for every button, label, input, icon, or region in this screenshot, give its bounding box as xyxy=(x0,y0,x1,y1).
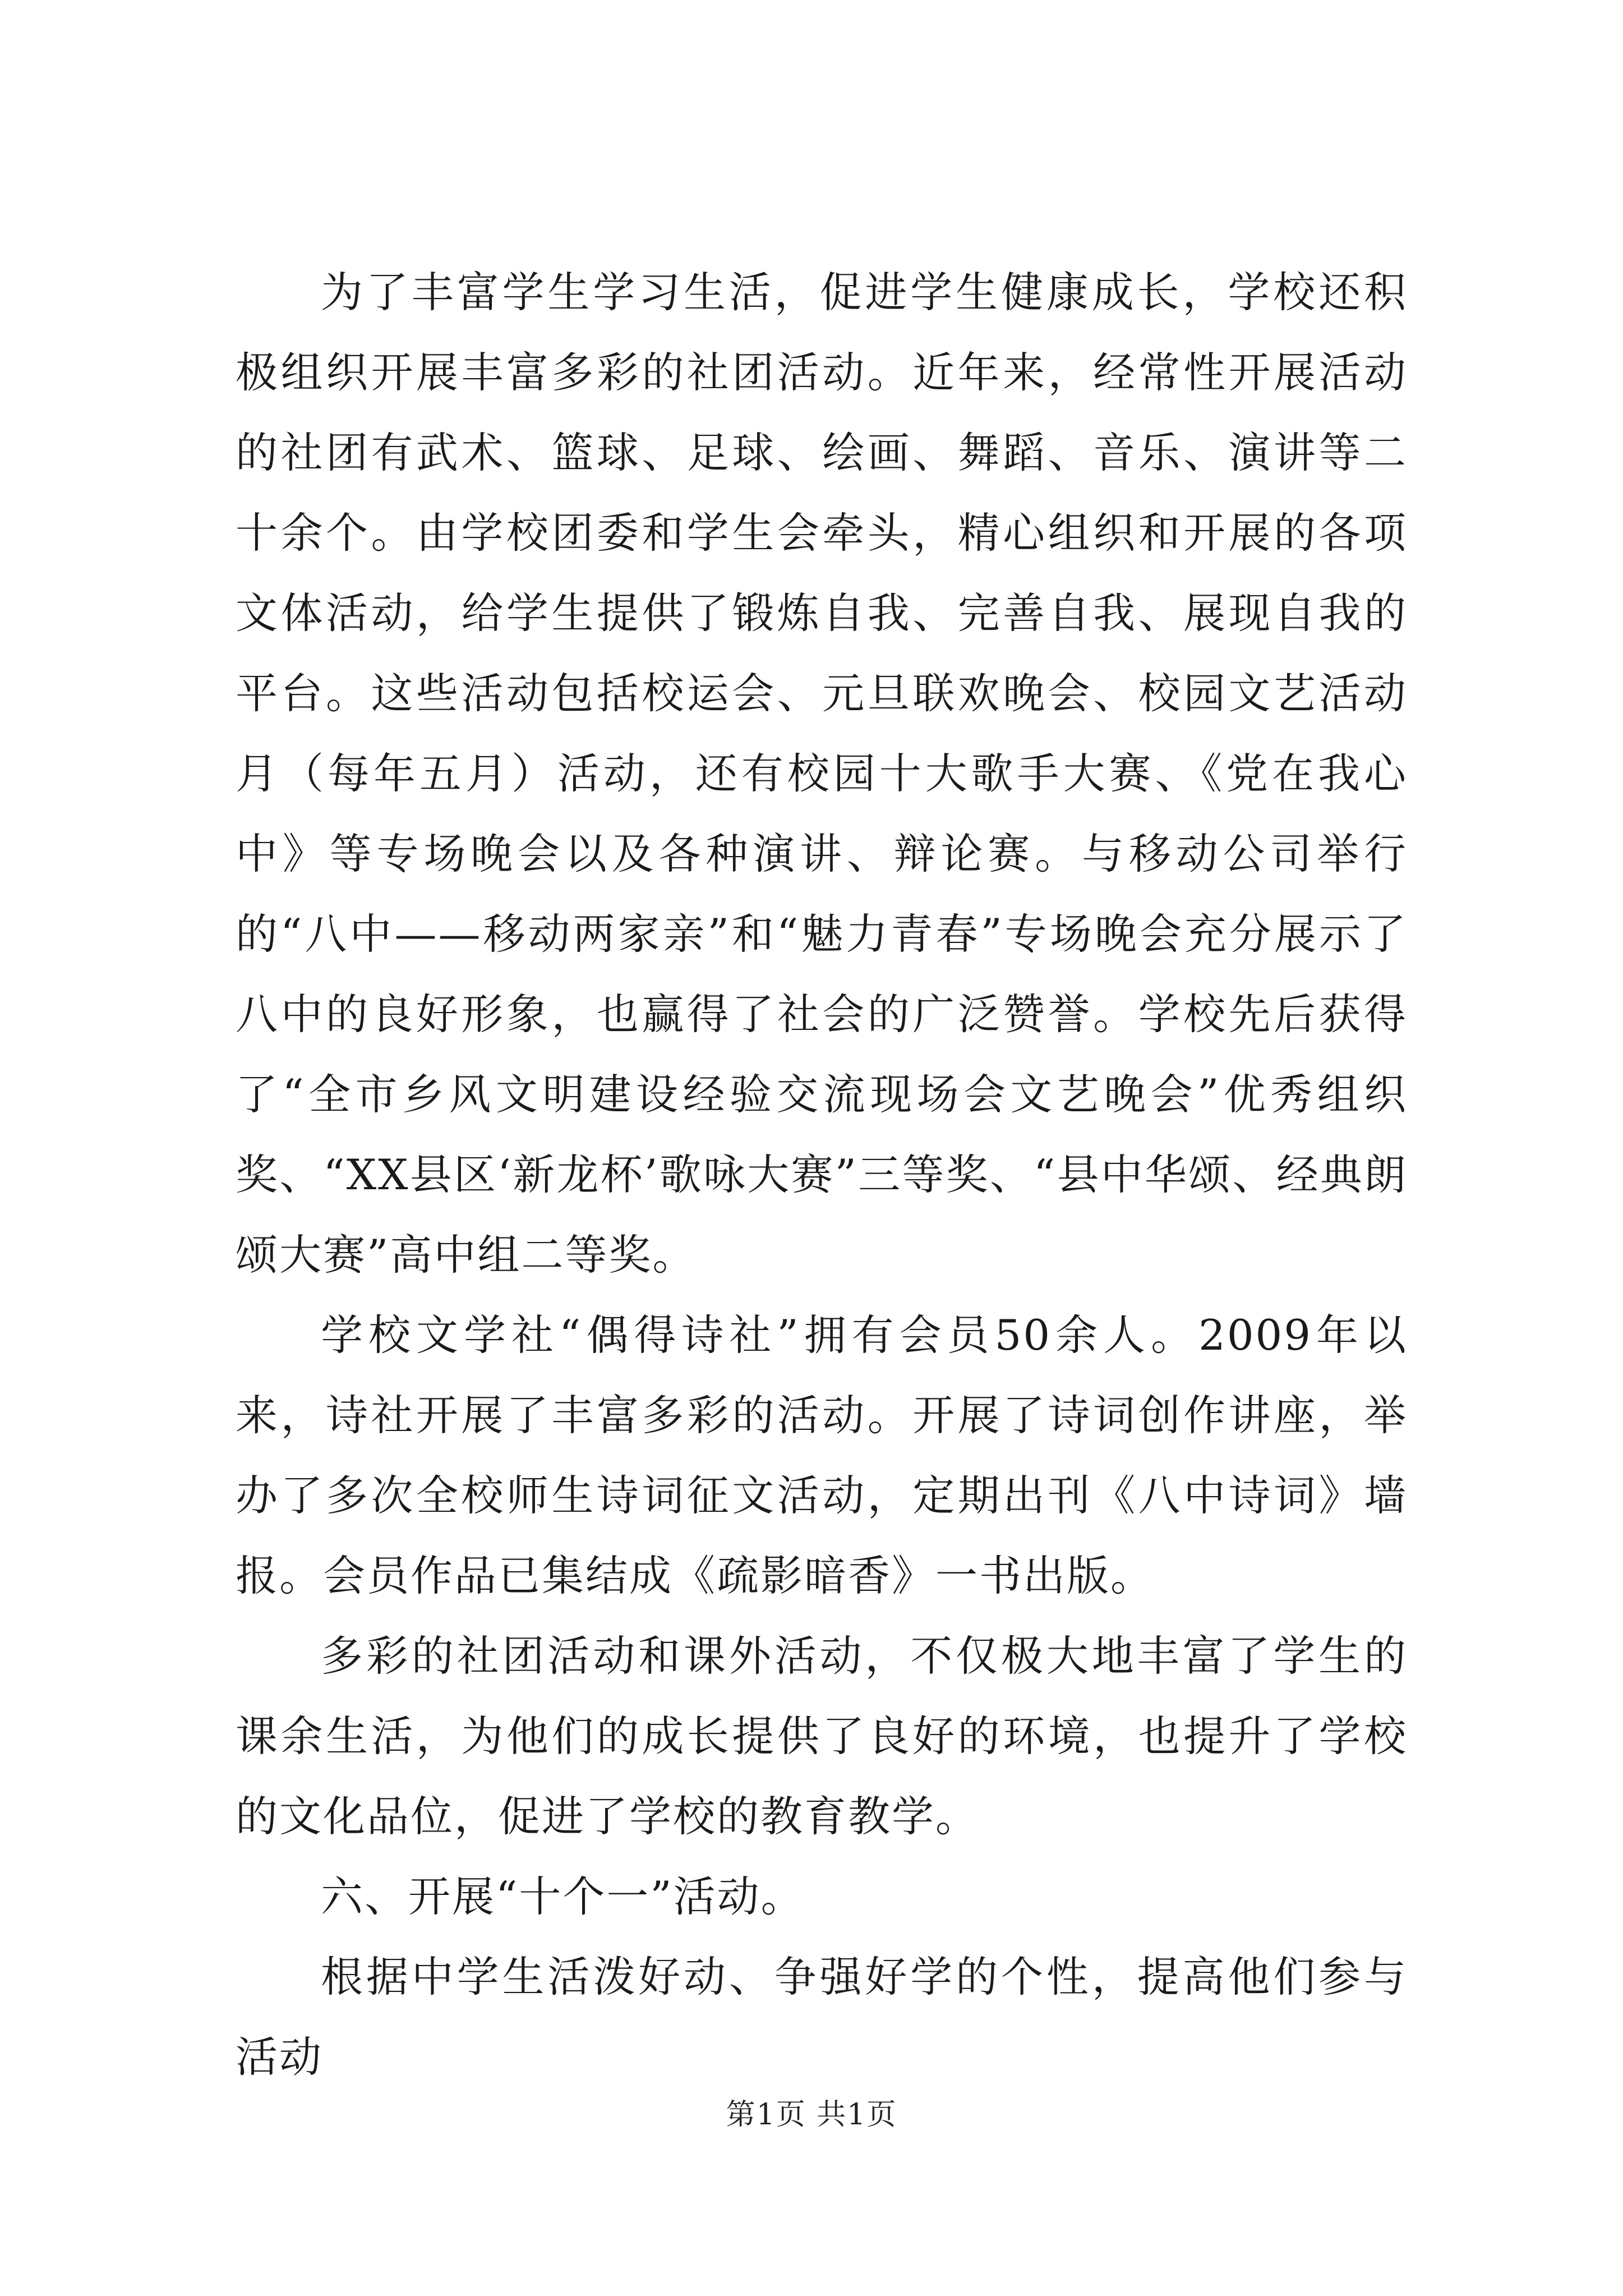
paragraph-activities-summary: 多彩的社团活动和课外活动，不仅极大地丰富了学生的课余生活，为他们的成长提供了良好的环境，也提升了学校的文化品位，促进了学校的教育教学。 xyxy=(236,1631,1408,1841)
paragraph-ten-ones-intro: 根据中学生活泼好动、争强好学的个性，提高他们参与活动 xyxy=(236,1952,1408,2082)
page-footer: 第1页 共1页 xyxy=(726,2098,897,2132)
paragraph-clubs: 为了丰富学生学习生活，促进学生健康成长，学校还积极组织开展丰富多彩的社团活动。近年来，经常性开展活动的社团有武术、篮球、足球、绘画、舞蹈、音乐、演讲等二十余个。由学校团委和学生会牵头，精心组织和开展的各项文体活动，给学生提供了锻炼自我、完善自我、展现自我的平台。这些活动包括校运会、元旦联欢晚会、校园文艺活动月（每年五月）活动，还有校园十大歌手大赛、《党在我心中》等专场晚会以及各种演讲、辩论赛。与移动公司举行的“八中——移动两家亲”和“魅力青春”专场晚会充分展示了八中的良好形象，也赢得了社会的广泛赞誉。学校先后获得了“全市乡风文明建设经验交流现场会文艺晚会”优秀组织奖、“XX县区‘新龙杯’歌咏大赛”三等奖、“县中华颂、经典朗颂大赛”高中组二等奖。 xyxy=(236,268,1408,1280)
section-heading-ten-ones: 六、开展“十个一”活动。 xyxy=(321,1872,805,1921)
document-body xyxy=(236,252,1408,2097)
paragraph-poetry-society: 学校文学社“偶得诗社”拥有会员50余人。2009年以来，诗社开展了丰富多彩的活动。开展了诗词创作讲座，举办了多次全校师生诗词征文活动，定期出刊《八中诗词》墙报。会员作品已集结成《疏影暗香》一书出版。 xyxy=(236,1310,1408,1600)
